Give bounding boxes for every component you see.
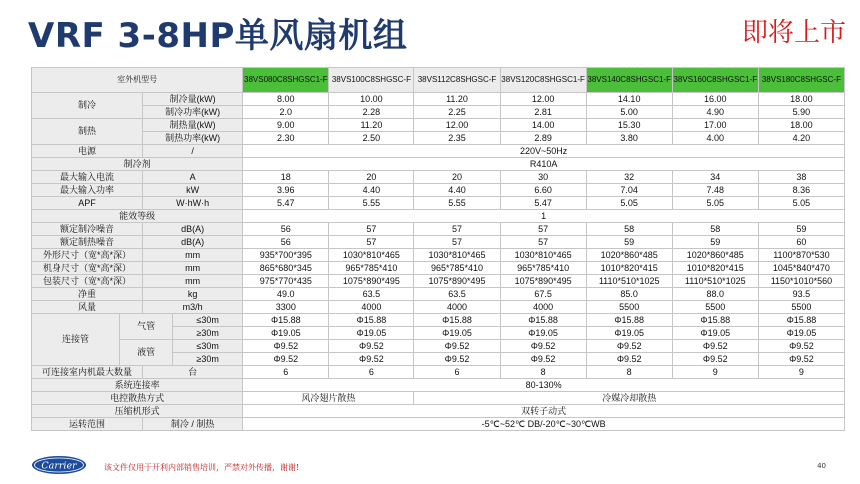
model-header: 38VS140C8SHGSC1-F	[586, 68, 672, 93]
cell: 965*785*410	[329, 262, 414, 275]
row-label: 额定制热噪音	[32, 236, 143, 249]
row-label: 制热量(kW)	[143, 119, 243, 132]
spec-table	[31, 67, 845, 431]
cell: Φ9.52	[500, 353, 586, 366]
cell: Φ9.52	[329, 340, 414, 353]
row-unit: dB(A)	[143, 223, 243, 236]
cell: 11.20	[329, 119, 414, 132]
row-unit: dB(A)	[143, 236, 243, 249]
cell: Φ15.88	[243, 314, 329, 327]
cell: 8	[586, 366, 672, 379]
cell: 2.35	[414, 132, 500, 145]
cell: 1020*860*485	[672, 249, 758, 262]
table-row	[32, 366, 845, 379]
cell: 1045*840*470	[758, 262, 844, 275]
cell: 80-130%	[243, 379, 845, 392]
cell: 2.89	[500, 132, 586, 145]
cell: Φ9.52	[672, 340, 758, 353]
row-unit: W·hW·h	[143, 197, 243, 210]
cell: Φ9.52	[758, 340, 844, 353]
footer-note: 该文件仅用于开利内部销售培训，严禁对外传播，谢谢!	[104, 463, 300, 472]
row-label: 压缩机形式	[32, 405, 243, 418]
header-row	[32, 68, 845, 93]
cell: Φ19.05	[414, 327, 500, 340]
cell: -5℃~52℃ DB/-20℃~30℃WB	[243, 418, 845, 431]
cell: 56	[243, 223, 329, 236]
table-row	[32, 93, 845, 106]
row-label: 净重	[32, 288, 143, 301]
row-unit: ≥30m	[173, 327, 243, 340]
table-row	[32, 249, 845, 262]
table-row	[32, 288, 845, 301]
table-row	[32, 184, 845, 197]
cell: 3.96	[243, 184, 329, 197]
table-row	[32, 379, 845, 392]
cell: 57	[329, 236, 414, 249]
cell: 57	[500, 236, 586, 249]
cell: 6	[329, 366, 414, 379]
cell: 11.20	[414, 93, 500, 106]
row-unit: kW	[143, 184, 243, 197]
row-label: 电控散热方式	[32, 392, 243, 405]
cell: 60	[758, 236, 844, 249]
model-header: 38VS180C8SHGSC-F	[758, 68, 844, 93]
cell: 1100*870*530	[758, 249, 844, 262]
cell: 1020*860*485	[586, 249, 672, 262]
cell: 8.00	[243, 93, 329, 106]
cell: 59	[586, 236, 672, 249]
cell: 57	[414, 223, 500, 236]
row-unit: mm	[143, 249, 243, 262]
cell: 17.00	[672, 119, 758, 132]
table-row	[32, 158, 845, 171]
row-unit: /	[143, 145, 243, 158]
cell: Φ19.05	[672, 327, 758, 340]
cell: Φ19.05	[586, 327, 672, 340]
table-row	[32, 340, 845, 353]
cell: 8	[500, 366, 586, 379]
cell: 5500	[758, 301, 844, 314]
cell: 2.50	[329, 132, 414, 145]
row-label: 机身尺寸（宽*高*深）	[32, 262, 143, 275]
cell: 冷媒冷却散热	[414, 392, 845, 405]
cell: 220V~50Hz	[243, 145, 845, 158]
cell: 4.40	[414, 184, 500, 197]
row-unit: ≥30m	[173, 353, 243, 366]
cell: 57	[329, 223, 414, 236]
logo-text: Carrier	[41, 460, 77, 472]
cell: 2.28	[329, 106, 414, 119]
table-row	[32, 236, 845, 249]
row-label: 运转范围	[32, 418, 143, 431]
cell: Φ15.88	[414, 314, 500, 327]
cell: 32	[586, 171, 672, 184]
row-label: 制热功率(kW)	[143, 132, 243, 145]
cell: Φ9.52	[414, 353, 500, 366]
cell: 30	[500, 171, 586, 184]
cell: Φ9.52	[329, 353, 414, 366]
row-label: 制冷量(kW)	[143, 93, 243, 106]
cell: Φ9.52	[243, 340, 329, 353]
cell: 20	[414, 171, 500, 184]
cell: 975*770*435	[243, 275, 329, 288]
table-row	[32, 171, 845, 184]
cell: 1075*890*495	[414, 275, 500, 288]
cell: 16.00	[672, 93, 758, 106]
cell: 5.55	[414, 197, 500, 210]
row-unit: mm	[143, 262, 243, 275]
cell: 4.20	[758, 132, 844, 145]
row-unit: ≤30m	[173, 314, 243, 327]
cell: 14.10	[586, 93, 672, 106]
carrier-logo	[31, 455, 87, 475]
cell: 56	[243, 236, 329, 249]
cell: Φ9.52	[414, 340, 500, 353]
row-label: 制冷剂	[32, 158, 243, 171]
table-row	[32, 392, 845, 405]
cell: 1030*810*465	[414, 249, 500, 262]
cell: 1030*810*465	[500, 249, 586, 262]
cell: 5.90	[758, 106, 844, 119]
cell: Φ15.88	[586, 314, 672, 327]
cell: 93.5	[758, 288, 844, 301]
cell: 58	[586, 223, 672, 236]
cell: 59	[672, 236, 758, 249]
cell: 6.60	[500, 184, 586, 197]
cell: 5.55	[329, 197, 414, 210]
row-label: 系统连接率	[32, 379, 243, 392]
cell: 7.04	[586, 184, 672, 197]
cell: 1110*510*1025	[672, 275, 758, 288]
cell: 1150*1010*560	[758, 275, 844, 288]
cell: 965*785*410	[414, 262, 500, 275]
cell: 88.0	[672, 288, 758, 301]
table-row	[32, 301, 845, 314]
cell: 9	[672, 366, 758, 379]
cell: 5500	[586, 301, 672, 314]
row-label: 可连接室内机最大数量	[32, 366, 143, 379]
model-header: 38VS112C8SHGSC-F	[414, 68, 500, 93]
model-header: 38VS080C8SHGSC1-F	[243, 68, 329, 93]
cell: Φ15.88	[500, 314, 586, 327]
cell: 1110*510*1025	[586, 275, 672, 288]
table-row	[32, 197, 845, 210]
row-label: APF	[32, 197, 143, 210]
cell: 49.0	[243, 288, 329, 301]
cell: 18.00	[758, 93, 844, 106]
cell: 1	[243, 210, 845, 223]
cell: 7.48	[672, 184, 758, 197]
cell: 5500	[672, 301, 758, 314]
cell: 4000	[500, 301, 586, 314]
table-row	[32, 275, 845, 288]
model-header: 38VS100C8SHGSC-F	[329, 68, 414, 93]
page-number: 40	[817, 462, 826, 470]
cell: 935*700*395	[243, 249, 329, 262]
row-sub-label: 液管	[120, 340, 173, 366]
row-unit: A	[143, 171, 243, 184]
header-label: 室外机型号	[32, 68, 243, 93]
cell: 57	[500, 223, 586, 236]
row-unit: mm	[143, 275, 243, 288]
cell: 34	[672, 171, 758, 184]
cell: Φ9.52	[500, 340, 586, 353]
slide-title: VRF 3-8HP单风扇机组	[28, 16, 408, 56]
cell: 6	[414, 366, 500, 379]
row-label: 制冷功率(kW)	[143, 106, 243, 119]
cell: 1010*820*415	[586, 262, 672, 275]
table-row	[32, 262, 845, 275]
row-unit: kg	[143, 288, 243, 301]
cell: 4000	[329, 301, 414, 314]
cell: Φ9.52	[586, 340, 672, 353]
row-label: 外形尺寸（宽*高*深）	[32, 249, 143, 262]
cell: 12.00	[414, 119, 500, 132]
row-label: 包装尺寸（宽*高*深）	[32, 275, 143, 288]
cell: Φ15.88	[672, 314, 758, 327]
cell: 2.0	[243, 106, 329, 119]
cell: 4.00	[672, 132, 758, 145]
cell: 1010*820*415	[672, 262, 758, 275]
row-label: 最大输入功率	[32, 184, 143, 197]
cell: R410A	[243, 158, 845, 171]
table-row	[32, 119, 845, 132]
cell: 63.5	[329, 288, 414, 301]
model-header: 38VS160C8SHGSC1-F	[672, 68, 758, 93]
cell: 4000	[414, 301, 500, 314]
row-unit: ≤30m	[173, 340, 243, 353]
launch-tag: 即将上市	[741, 18, 846, 48]
row-unit: 台	[143, 366, 243, 379]
cell: 18	[243, 171, 329, 184]
cell: 63.5	[414, 288, 500, 301]
row-group-label: 制冷	[32, 93, 143, 119]
cell: 2.25	[414, 106, 500, 119]
row-group-label: 连接管	[32, 314, 120, 366]
cell: Φ9.52	[758, 353, 844, 366]
row-label: 电源	[32, 145, 143, 158]
cell: 5.00	[586, 106, 672, 119]
cell: Φ19.05	[758, 327, 844, 340]
row-label: 能效等级	[32, 210, 243, 223]
cell: 5.05	[586, 197, 672, 210]
table-row	[32, 223, 845, 236]
cell: 18.00	[758, 119, 844, 132]
cell: 58	[672, 223, 758, 236]
cell: 风冷翅片散热	[243, 392, 414, 405]
cell: Φ15.88	[329, 314, 414, 327]
cell: 2.81	[500, 106, 586, 119]
cell: 9.00	[243, 119, 329, 132]
cell: Φ9.52	[672, 353, 758, 366]
cell: 57	[414, 236, 500, 249]
cell: 865*680*345	[243, 262, 329, 275]
cell: 5.47	[243, 197, 329, 210]
cell: 1075*890*495	[329, 275, 414, 288]
table-row	[32, 210, 845, 223]
table-row	[32, 314, 845, 327]
cell: 5.05	[758, 197, 844, 210]
row-unit: 制冷 / 制热	[143, 418, 243, 431]
table-row	[32, 145, 845, 158]
cell: 双转子动式	[243, 405, 845, 418]
cell: 12.00	[500, 93, 586, 106]
cell: Φ9.52	[243, 353, 329, 366]
cell: Φ9.52	[586, 353, 672, 366]
cell: 2.30	[243, 132, 329, 145]
cell: 3300	[243, 301, 329, 314]
row-unit: m3/h	[143, 301, 243, 314]
cell: 10.00	[329, 93, 414, 106]
row-group-label: 制热	[32, 119, 143, 145]
cell: 20	[329, 171, 414, 184]
cell: 6	[243, 366, 329, 379]
cell: 1030*810*465	[329, 249, 414, 262]
cell: 15.30	[586, 119, 672, 132]
cell: 9	[758, 366, 844, 379]
cell: Φ19.05	[500, 327, 586, 340]
table-row	[32, 405, 845, 418]
cell: 14.00	[500, 119, 586, 132]
cell: 965*785*410	[500, 262, 586, 275]
cell: Φ19.05	[243, 327, 329, 340]
row-sub-label: 气管	[120, 314, 173, 340]
model-header: 38VS120C8SHGSC1-F	[500, 68, 586, 93]
cell: 1075*890*495	[500, 275, 586, 288]
table-row	[32, 132, 845, 145]
cell: 59	[758, 223, 844, 236]
row-label: 风量	[32, 301, 143, 314]
table-row	[32, 418, 845, 431]
cell: Φ15.88	[758, 314, 844, 327]
cell: 5.47	[500, 197, 586, 210]
cell: 85.0	[586, 288, 672, 301]
row-label: 额定制冷噪音	[32, 223, 143, 236]
cell: 8.36	[758, 184, 844, 197]
cell: 5.05	[672, 197, 758, 210]
cell: 67.5	[500, 288, 586, 301]
cell: 4.90	[672, 106, 758, 119]
cell: 38	[758, 171, 844, 184]
cell: Φ19.05	[329, 327, 414, 340]
table-row	[32, 106, 845, 119]
row-label: 最大输入电流	[32, 171, 143, 184]
cell: 3.80	[586, 132, 672, 145]
cell: 4.40	[329, 184, 414, 197]
